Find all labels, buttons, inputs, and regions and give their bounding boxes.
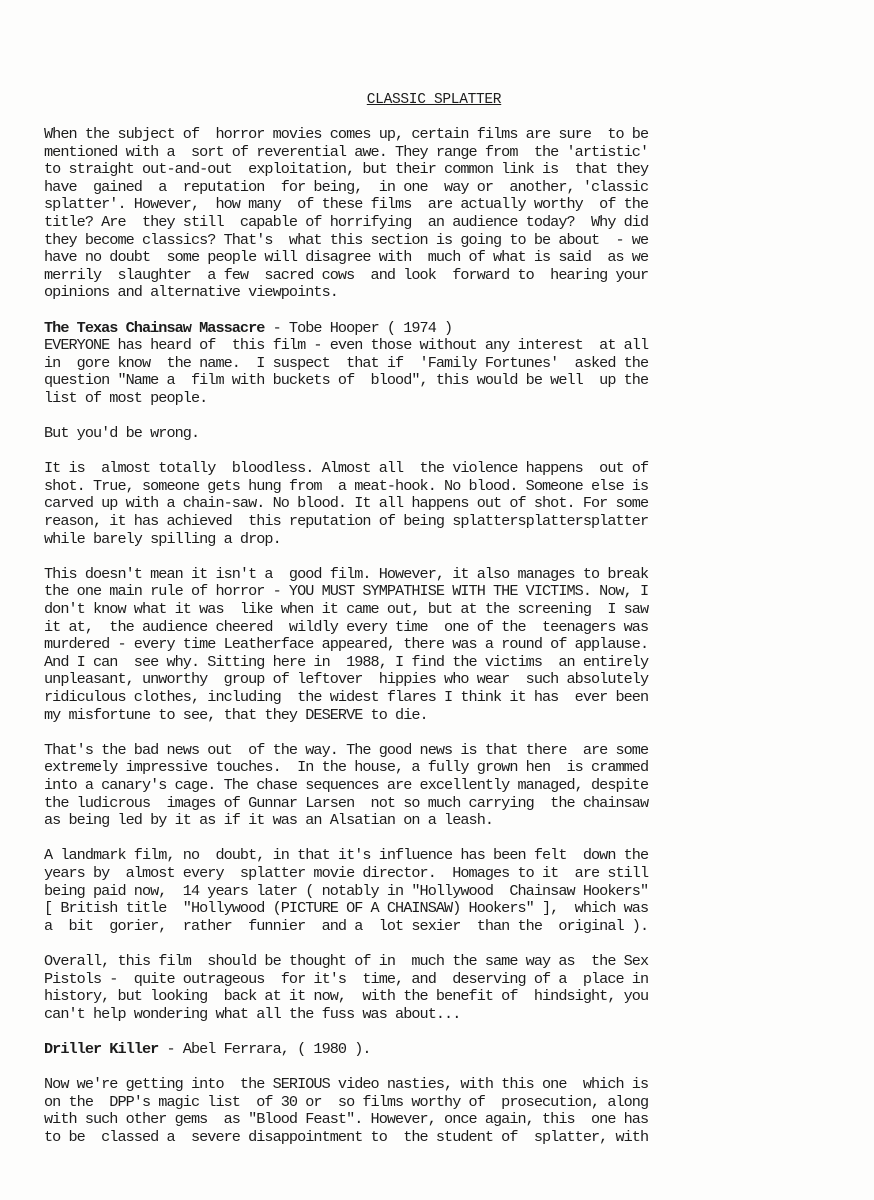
text-line: shot. True, someone gets hung from a meat-hook. No blood. Someone else is [44, 476, 649, 495]
film-section [44, 1041, 844, 1147]
text-line: carved up with a chain-saw. No blood. It all happens out of shot. For some [44, 494, 649, 513]
body-paragraph [44, 566, 844, 724]
text-line: history, but looking back at it now, with the benefit of hindsight, you [44, 987, 649, 1006]
text-line: don't know what it was like when it came out, but at the screening I saw [44, 600, 649, 619]
text-line: the one main rule of horror - YOU MUST SYMPATHISE WITH THE VICTIMS. Now, I [44, 582, 649, 601]
film-title: Driller Killer [44, 1039, 159, 1058]
text-line: with such other gems as "Blood Feast". However, once again, this one has [44, 1110, 649, 1129]
text-line: to straight out-and-out exploitation, but their common link is that they [44, 160, 649, 179]
text-line: It is almost totally bloodless. Almost all the violence happens out of [44, 459, 649, 478]
body-paragraph [44, 460, 844, 548]
text-line: EVERYONE has heard of this film - even those without any interest at all [44, 336, 649, 355]
text-line: my misfortune to see, that they DESERVE to die. [44, 705, 428, 724]
text-line: Now we're getting into the SERIOUS video nasties, with this one which is [44, 1075, 649, 1094]
text-line: can't help wondering what all the fuss was about... [44, 1004, 461, 1023]
text-line: the ludicrous images of Gunnar Larsen not so much carrying the chainsaw [44, 793, 649, 812]
text-line: a bit gorier, rather funnier and a lot sexier than the original ). [44, 916, 649, 935]
text-line: it at, the audience cheered wildly every time one of the teenagers was [44, 617, 649, 636]
text-line: question "Name a film with buckets of blood", this would be well up the [44, 371, 649, 390]
text-line: splatter'. However, how many of these films are actually worthy of the [44, 195, 649, 214]
text-line: have gained a reputation for being, in one way or another, 'classic [44, 177, 649, 196]
text-line: unpleasant, unworthy group of leftover hippies who wear such absolutely [44, 670, 649, 689]
film-credit: - Abel Ferrara, ( 1980 ). [158, 1039, 371, 1058]
body-paragraph [44, 953, 844, 1023]
text-line: into a canary's cage. The chase sequences are excellently managed, despite [44, 775, 649, 794]
text-line: in gore know the name. I suspect that if 'Family Fortunes' asked the [44, 353, 649, 372]
text-line: being paid now, 14 years later ( notably in "Hollywood Chainsaw Hookers" [44, 881, 649, 900]
text-line: to be classed a severe disappointment to the student of splatter, with [44, 1127, 649, 1146]
body-paragraph [44, 425, 844, 443]
text-line: they become classics? That's what this section is going to be about - we [44, 230, 649, 249]
text-line: And I can see why. Sitting here in 1988, I find the victims an entirely [44, 652, 649, 671]
text-line: list of most people. [44, 388, 208, 407]
text-line: have no doubt some people will disagree with much of what is said as we [44, 248, 649, 267]
text-line: That's the bad news out of the way. The good news is that there are some [44, 740, 649, 759]
body-paragraph [44, 847, 844, 935]
film-credit: - Tobe Hooper ( 1974 ) [264, 318, 453, 337]
text-line: [ British title "Hollywood (PICTURE OF A CHAINSAW) Hookers" ], which was [44, 899, 649, 918]
body-paragraph [44, 742, 844, 830]
text-line: on the DPP's magic list of 30 or so films worthy of prosecution, along [44, 1092, 649, 1111]
body-paragraph [44, 337, 844, 407]
film-heading [44, 320, 844, 338]
text-line: But you'd be wrong. [44, 424, 200, 443]
text-line: This doesn't mean it isn't a good film. However, it also manages to break [44, 564, 649, 583]
text-line: Pistols - quite outrageous for it's time, and deserving of a place in [44, 969, 649, 988]
film-title: The Texas Chainsaw Massacre [44, 318, 265, 337]
text-line: A landmark film, no doubt, in that it's influence has been felt down the [44, 846, 649, 865]
text-line: merrily slaughter a few sacred cows and look forward to hearing your [44, 265, 649, 284]
text-line: When the subject of horror movies comes up, certain films are sure to be [44, 125, 649, 143]
text-line: Overall, this film should be thought of in much the same way as the Sex [44, 951, 649, 970]
intro-paragraph [44, 126, 844, 302]
text-line: extremely impressive touches. In the house, a fully grown hen is crammed [44, 758, 649, 777]
document-page [44, 92, 844, 1164]
text-line: years by almost every splatter movie director. Homages to it are still [44, 863, 649, 882]
text-line: mentioned with a sort of reverential awe. They range from the 'artistic' [44, 142, 649, 161]
text-line: title? Are they still capable of horrifying an audience today? Why did [44, 212, 649, 231]
text-line: opinions and alternative viewpoints. [44, 283, 338, 302]
film-sections [44, 320, 844, 1147]
text-line: reason, it has achieved this reputation of being splattersplattersplatter [44, 512, 649, 531]
film-section [44, 320, 844, 1024]
text-line: while barely spilling a drop. [44, 529, 281, 548]
text-line: ridiculous clothes, including the widest flares I think it has ever been [44, 688, 649, 706]
text-line: murdered - every time Leatherface appeared, there was a round of applause. [44, 635, 649, 654]
film-heading [44, 1041, 844, 1059]
text-line: as being led by it as if it was an Alsatian on a leash. [44, 811, 494, 830]
document-title: CLASSIC SPLATTER [366, 92, 502, 108]
body-paragraph [44, 1076, 844, 1146]
